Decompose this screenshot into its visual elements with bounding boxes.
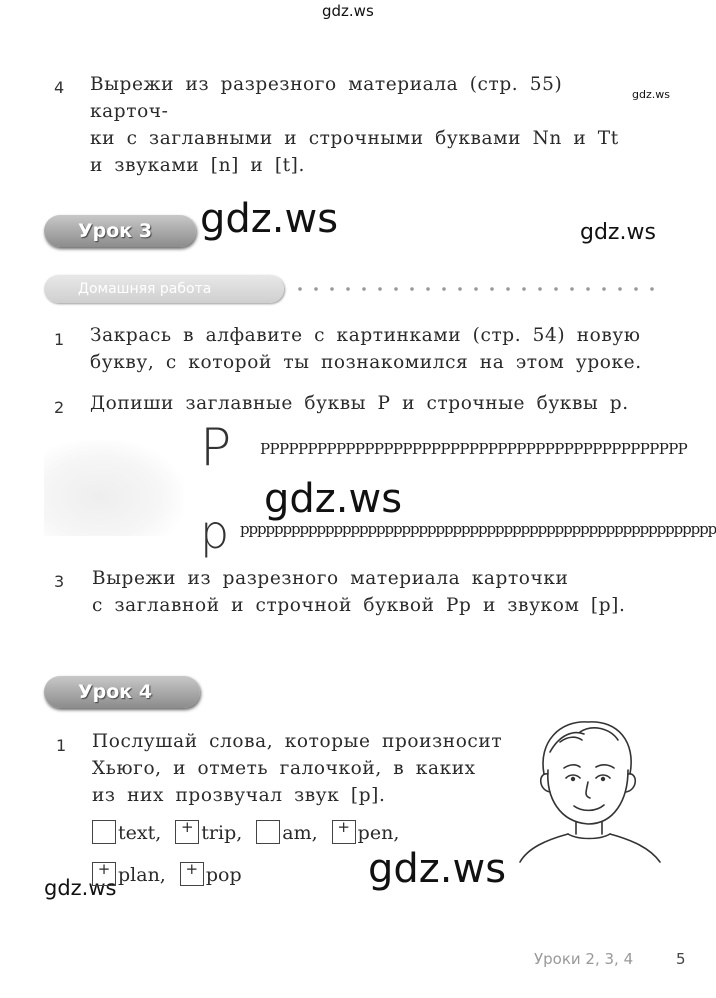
sample-lowercase-letter: p bbox=[200, 505, 230, 559]
lowercase-letter-row: pppppppppppppppppppppppppppppppppppppppppppppppppppppppp bbox=[240, 520, 716, 538]
word-checklist-row bbox=[92, 820, 413, 844]
task-text bbox=[90, 322, 650, 376]
task-text bbox=[90, 71, 630, 179]
task-number: 1 bbox=[54, 330, 65, 349]
task-number: 4 bbox=[54, 78, 65, 97]
word-checkbox[interactable] bbox=[175, 820, 199, 844]
task-line: Вырежи из разрезного материала (стр. 55) карточ- bbox=[90, 74, 563, 122]
homework-badge: Домашняя работа bbox=[44, 275, 284, 303]
lesson-badge: Урок 4 bbox=[44, 676, 200, 708]
task-line: Хьюго, и отметь галочкой, в каких bbox=[92, 758, 476, 779]
lesson-badge: Урок 3 bbox=[44, 215, 196, 247]
word-label: pen, bbox=[357, 822, 400, 844]
word-checkbox[interactable] bbox=[332, 820, 356, 844]
page-number: 5 bbox=[676, 950, 686, 968]
task-line: из них прозвучал звук [p]. bbox=[92, 785, 386, 806]
watermark-corner: gdz.ws bbox=[632, 88, 670, 101]
word-checkbox[interactable] bbox=[92, 862, 116, 886]
footer-section-title: Уроки 2, 3, 4 bbox=[534, 950, 634, 968]
task-number: 1 bbox=[56, 736, 67, 755]
task-line: букву, с которой ты познакомился на этом уроке. bbox=[90, 352, 642, 373]
task-line: с заглавной и строчной буквой Pp и звуком [p]. bbox=[92, 595, 626, 616]
word-label: am, bbox=[282, 822, 318, 844]
watermark-right-lesson3: gdz.ws bbox=[580, 220, 656, 245]
check-mark: + bbox=[337, 818, 350, 836]
task-text bbox=[92, 728, 512, 809]
watermark-bottom-left: gdz.ws bbox=[44, 876, 117, 900]
word-label: pop bbox=[205, 864, 242, 886]
faded-illustration bbox=[44, 440, 184, 536]
task-line: ки с заглавными и строчными буквами Nn и Tt bbox=[90, 128, 619, 149]
task-line: и звуками [n] и [t]. bbox=[90, 155, 305, 176]
watermark-bottom-right: gdz.ws bbox=[368, 846, 507, 892]
word-checklist-row bbox=[92, 862, 256, 886]
word-checkbox[interactable] bbox=[92, 820, 116, 844]
dotted-divider bbox=[292, 287, 664, 291]
task-line: Закрась в алфавите с картинками (стр. 54) новую bbox=[90, 325, 641, 346]
task-line: Вырежи из разрезного материала карточки bbox=[92, 568, 569, 589]
task-text: Допиши заглавные буквы P и строчные буквы p. bbox=[90, 393, 629, 414]
boy-hugo-illustration bbox=[510, 712, 670, 862]
sample-uppercase-letter: P bbox=[200, 418, 232, 478]
task-number: 2 bbox=[54, 398, 65, 417]
check-mark: + bbox=[180, 818, 194, 836]
check-mark: + bbox=[97, 860, 111, 878]
task-text bbox=[92, 565, 652, 619]
word-label: text, bbox=[118, 822, 162, 844]
watermark-after-lesson3: gdz.ws bbox=[200, 196, 339, 242]
word-label: trip, bbox=[201, 822, 243, 844]
task-line: Послушай слова, которые произносит bbox=[92, 731, 503, 752]
word-label: plan, bbox=[118, 864, 166, 886]
word-checkbox[interactable] bbox=[180, 862, 204, 886]
watermark-middle: gdz.ws bbox=[264, 476, 403, 522]
uppercase-letter-row: PPPPPPPPPPPPPPPPPPPPPPPPPPPPPPPPPPPPPPPPPPPPP bbox=[260, 440, 688, 458]
check-mark: + bbox=[185, 860, 199, 878]
watermark-top: gdz.ws bbox=[322, 2, 374, 20]
word-checkbox[interactable] bbox=[256, 820, 280, 844]
task-number: 3 bbox=[54, 572, 65, 591]
